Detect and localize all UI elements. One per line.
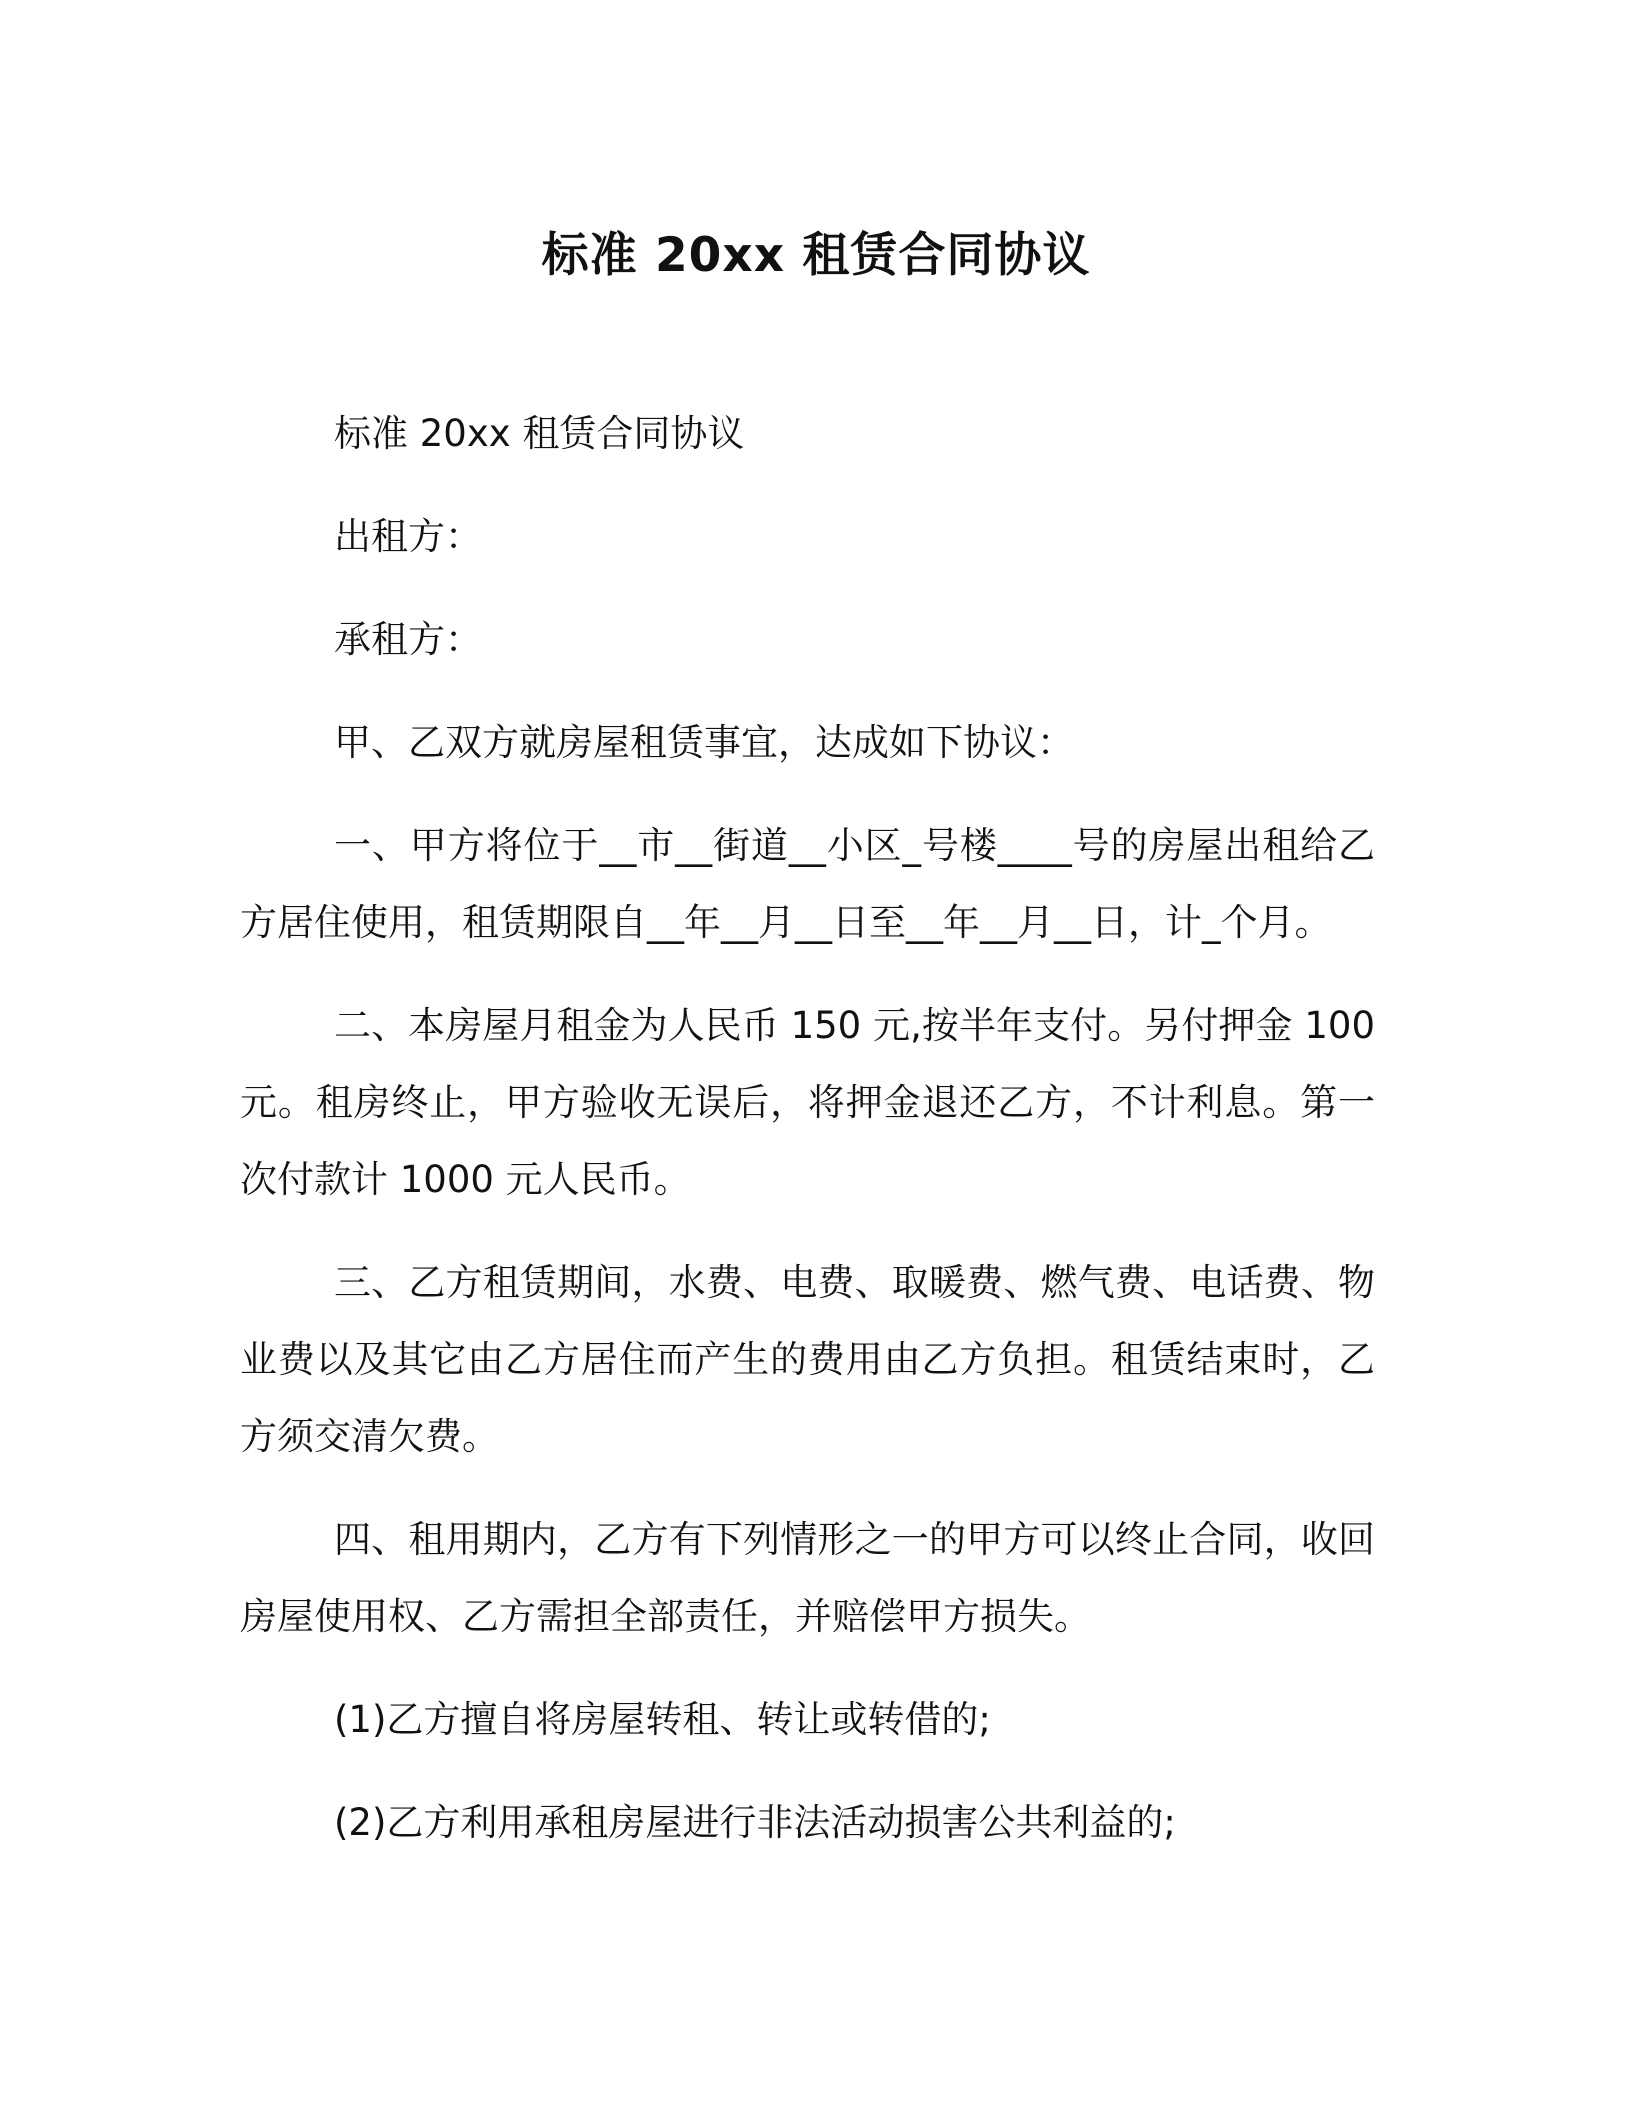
clause-4: 四、租用期内，乙方有下列情形之一的甲方可以终止合同，收回房屋使用权、乙方需担全部责任，并赔偿甲方损失。 — [240, 1518, 1375, 1638]
paragraph-lessee: 承租方： — [334, 618, 482, 661]
clause-3: 三、乙方租赁期间，水费、电费、取暖费、燃气费、电话费、物业费以及其它由乙方居住而产生的费用由乙方负担。租赁结束时，乙方须交清欠费。 — [240, 1261, 1375, 1458]
clause-2: 二、本房屋月租金为人民币 150 元,按半年支付。另付押金 100 元。租房终止，甲方验收无误后，将押金退还乙方，不计利息。第一次付款计 1000 元人民币。 — [240, 1004, 1375, 1201]
clause-4-item-2: (2)乙方利用承租房屋进行非法活动损害公共利益的; — [334, 1801, 1176, 1844]
document-title: 标准 20xx 租赁合同协议 — [541, 228, 1091, 283]
paragraph-intro: 甲、乙双方就房屋租赁事宜，达成如下协议： — [334, 721, 1074, 764]
paragraph-lessor: 出租方： — [334, 515, 482, 558]
clause-1: 一、甲方将位于__市__街道__小区_号楼____号的房屋出租给乙方居住使用，租赁期限自__年__月__日至__年__月__日，计_个月。 — [240, 824, 1375, 944]
clause-4-item-1: (1)乙方擅自将房屋转租、转让或转借的; — [334, 1698, 991, 1741]
document-body — [240, 395, 1375, 1887]
paragraph-subtitle: 标准 20xx 租赁合同协议 — [334, 412, 745, 455]
